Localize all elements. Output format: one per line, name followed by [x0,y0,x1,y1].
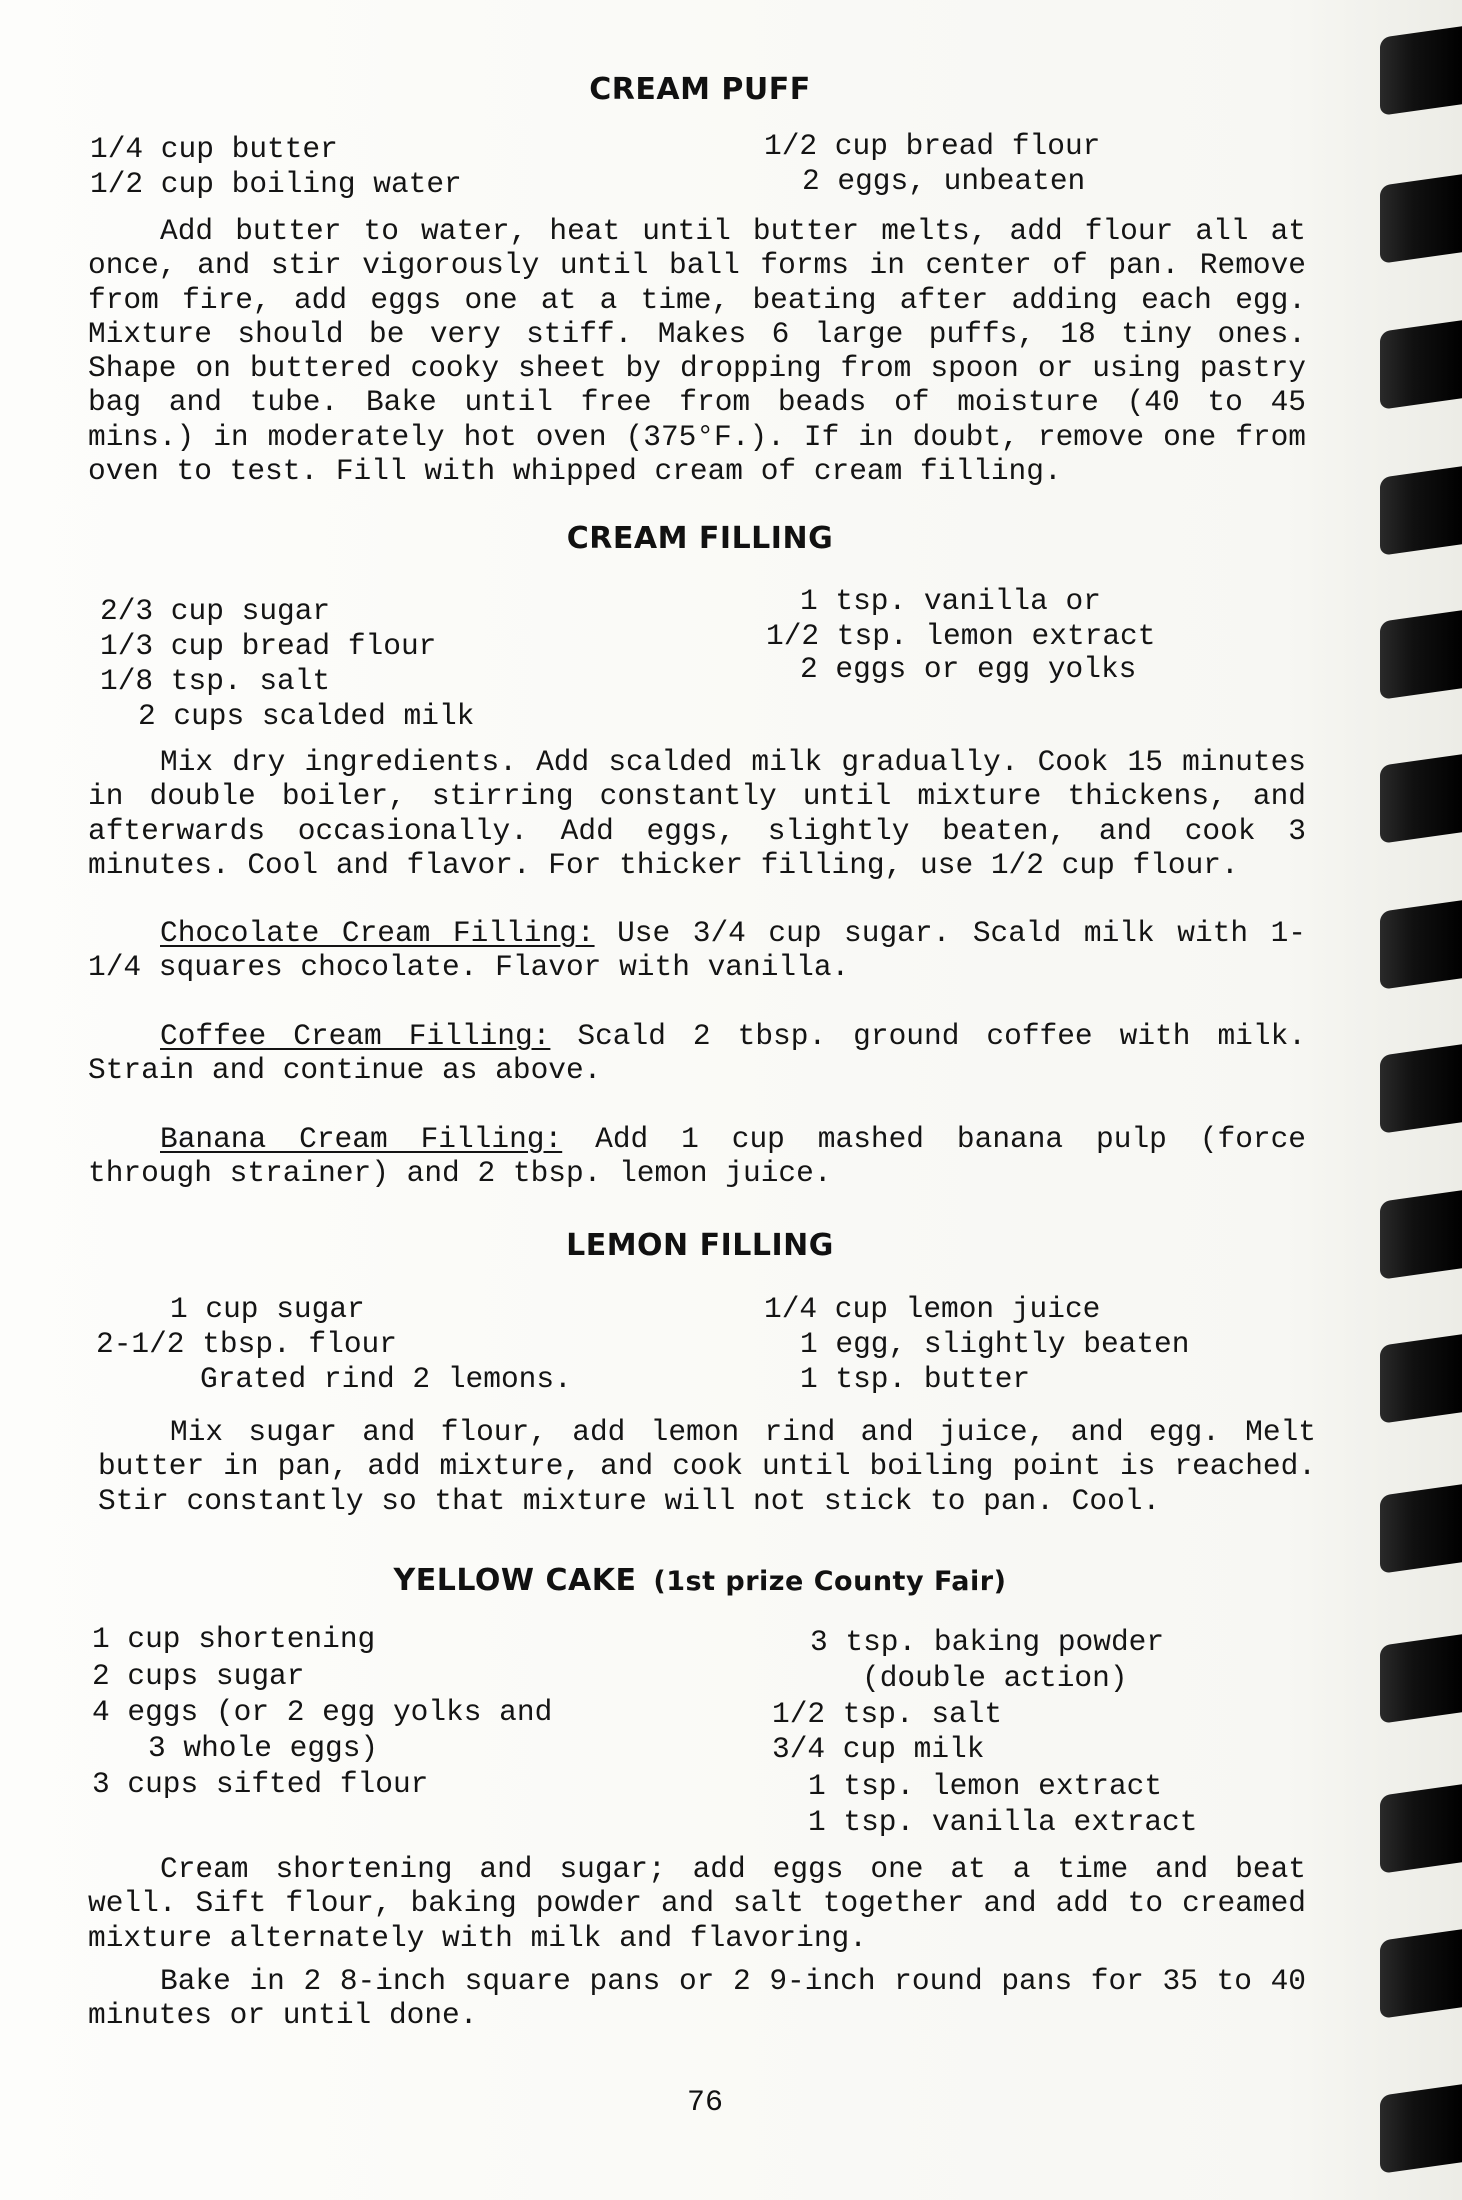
ingredient: 3 whole eggs) [148,1731,379,1765]
binding-ring [1380,1190,1462,1280]
lemon-filling-title: LEMON FILLING [566,1228,834,1263]
binding-ring [1380,1334,1462,1424]
yellow-cake-heading [80,1563,1320,1598]
binding-ring [1380,26,1462,116]
coffee-variation [88,1019,1306,1088]
directions-text: Mix dry ingredients. Add scalded milk gradually. Cook 15 minutes in double boiler, stirring constantly until mixture thickens, and afterwards occasionally. Add eggs, slightly beaten, and cook 3 minutes. Cool and flavor. For thicker filling, use 1/2 cup flour. [88,745,1306,882]
variation-name: Coffee Cream Filling: [160,1019,551,1053]
ingredient: 2-1/2 tbsp. flour [96,1327,397,1361]
ingredient: 1/2 cup bread flour [764,129,1101,163]
ingredient: 1 cup sugar [170,1292,365,1326]
binding-ring [1380,466,1462,556]
ingredient: 2 eggs, unbeaten [802,164,1086,198]
yellow-cake-baking [88,1964,1306,2033]
ingredient: 1/2 cup boiling water [90,167,462,201]
ingredient: 1/3 cup bread flour [100,629,437,663]
chocolate-variation [88,916,1306,985]
ingredient: 1 cup shortening [92,1622,376,1656]
yellow-cake-directions [88,1852,1306,1955]
binding-ring [1380,900,1462,990]
binding-ring [1380,1929,1462,2019]
ingredient: 1 tsp. vanilla extract [808,1805,1198,1839]
binding-ring [1380,2084,1462,2174]
ingredient: 4 eggs (or 2 egg yolks and [92,1695,553,1729]
cream-filling-title: CREAM FILLING [566,521,834,556]
lemon-filling-directions [98,1415,1316,1518]
ingredient: 1/2 tsp. salt [772,1697,1003,1731]
binding-ring [1380,320,1462,410]
ingredient: 3 tsp. baking powder [810,1625,1165,1659]
binding-ring [1380,754,1462,844]
page-number: 76 [686,2086,723,2120]
cream-puff-directions [88,214,1306,488]
ingredient: 1/4 cup lemon juice [764,1292,1101,1326]
ingredient: 1 tsp. butter [800,1362,1031,1396]
binding-ring [1380,1484,1462,1574]
ingredient: Grated rind 2 lemons. [200,1362,572,1396]
variation-name: Chocolate Cream Filling: [160,916,595,950]
yellow-cake-title: YELLOW CAKE [393,1563,637,1598]
binding-ring [1380,610,1462,700]
binding-ring [1380,1634,1462,1724]
ingredient: 3 cups sifted flour [92,1767,429,1801]
cream-puff-title: CREAM PUFF [589,72,811,107]
banana-variation [88,1122,1306,1191]
directions-text: Mix sugar and flour, add lemon rind and juice, and egg. Melt butter in pan, add mixture, and cook until boiling point is reached. Stir constantly so that mixture will not stick to pan. Cool. [98,1415,1316,1518]
ingredient: 2/3 cup sugar [100,594,331,628]
ingredient: 1 tsp. lemon extract [808,1769,1163,1803]
variation-name: Banana Cream Filling: [160,1122,563,1156]
baking-text: Bake in 2 8-inch square pans or 2 9-inch round pans for 35 to 40 minutes or until done. [88,1964,1306,2033]
ingredient: 3/4 cup milk [772,1732,985,1766]
binding-ring [1380,174,1462,264]
ingredient: 1/8 tsp. salt [100,664,331,698]
ingredient: 2 eggs or egg yolks [800,652,1137,686]
binding-ring [1380,1044,1462,1134]
variation-text: Use 3/4 cup sugar. Scald milk with 1-1/4 squares chocolate. Flavor with vanilla. [88,916,1306,985]
directions-text: Add butter to water, heat until butter melts, add flour all at once, and stir vigorously until ball forms in center of pan. Remove from fire, add eggs one at a time, beating after adding each egg. Mixture should be very stiff. Makes 6 large puffs, 18 tiny ones. Shape on buttered cooky sheet by dropping from spoon or using pastry bag and tube. Bake until free from beads of moisture (40 to 45 mins.) in moderately hot oven (375°F.). If in doubt, remove one from oven to test. Fill with whipped cream of cream filling. [88,214,1306,489]
variation-text: Scald 2 tbsp. ground coffee with milk. Strain and continue as above. [88,1019,1306,1088]
ingredient: 2 cups scalded milk [138,699,475,733]
ingredient: 1/4 cup butter [90,132,338,166]
ingredient: 2 cups sugar [92,1659,305,1693]
ingredient: 1 tsp. vanilla or [800,584,1101,618]
ingredient: 1 egg, slightly beaten [800,1327,1190,1361]
cream-filling-directions [88,745,1306,882]
binding-ring [1380,1784,1462,1874]
ingredient: (double action) [862,1661,1128,1695]
spiral-binding [1372,0,1462,2200]
yellow-cake-subtitle: (1st prize County Fair) [653,1566,1007,1597]
ingredient: 1/2 tsp. lemon extract [766,619,1156,653]
variation-text: Add 1 cup mashed banana pulp (force through strainer) and 2 tbsp. lemon juice. [88,1122,1307,1191]
directions-text: Cream shortening and sugar; add eggs one at a time and beat well. Sift flour, baking powder and salt together and add to creamed mixture alternately with milk and flavoring. [88,1852,1306,1955]
